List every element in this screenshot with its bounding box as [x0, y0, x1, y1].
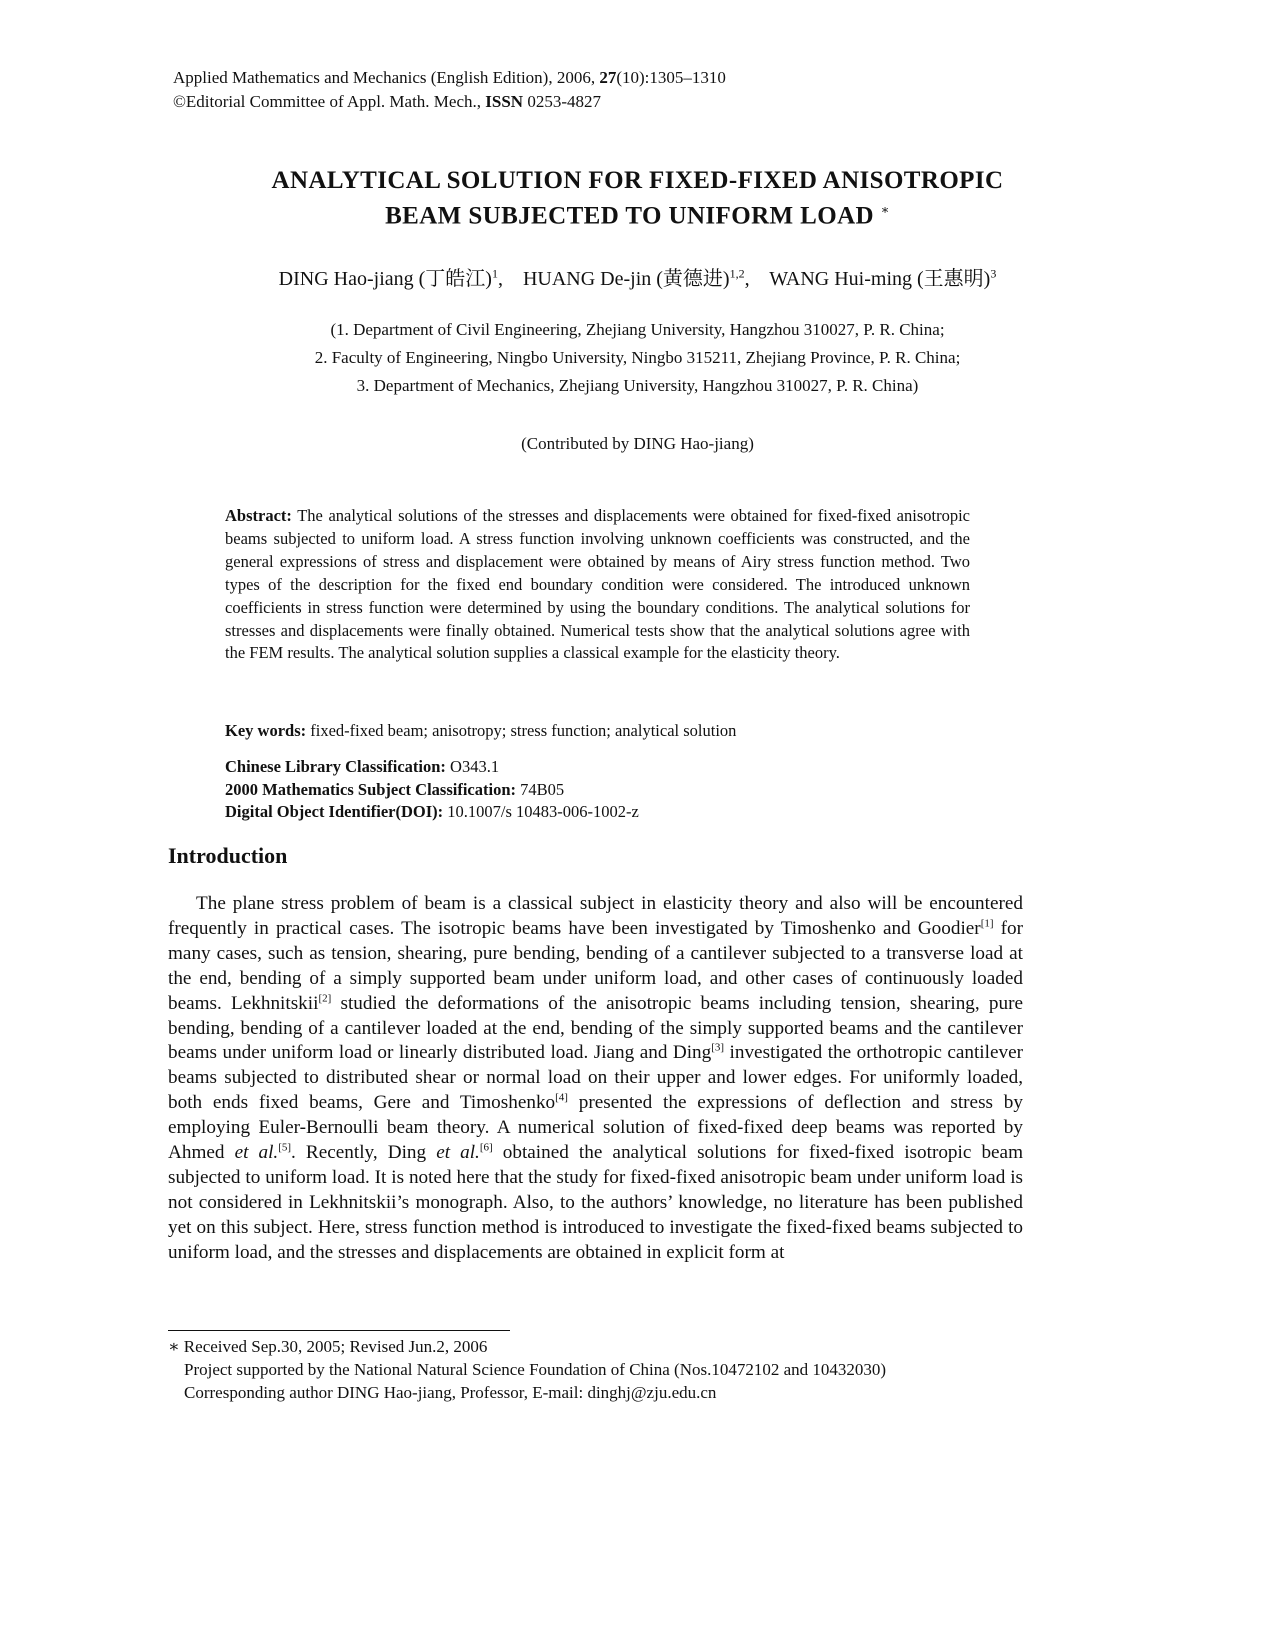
author: WANG Hui-ming (王惠明)$^3$: [769, 266, 997, 290]
keywords-text: fixed-fixed beam; anisotropy; stress function; analytical solution: [310, 721, 737, 740]
volume-number: 27: [599, 68, 617, 87]
journal-citation: Applied Mathematics and Mechanics (English Edition), 2006, 27(10):1305–1310: [173, 68, 726, 87]
citation-ref: [3]: [711, 1042, 725, 1055]
author-list: DING Hao-jiang (丁皓江)$^1$, HUANG De-jin (黄德进)$^{1,2}$, WANG Hui-ming (王惠明)$^3$: [278, 266, 997, 290]
footnote: [168, 1335, 886, 1404]
abstract: [225, 505, 970, 665]
affiliation: 3. Department of Mechanics, Zhejiang University, Hangzhou 310027, P. R. China): [356, 376, 919, 395]
clc-line: Chinese Library Classification: O343.1: [225, 757, 500, 776]
footnote-rule: [168, 1330, 510, 1331]
footnote-funding: Project supported by the National Natural Science Foundation of China (Nos.10472102 and 10432030): [184, 1360, 887, 1379]
journal-copyright: ©Editorial Committee of Appl. Math. Mech., ISSN 0253-4827: [173, 92, 601, 111]
section-heading: Introduction: [168, 843, 288, 868]
affiliation: (1. Department of Civil Engineering, Zhejiang University, Hangzhou 310027, P. R. China;: [330, 320, 945, 339]
citation-ref: [6]: [479, 1141, 493, 1154]
contributed-by: (Contributed by DING Hao-jiang): [521, 434, 754, 453]
introduction-paragraph: The plane stress problem of beam is a classical subject in elasticity theory and also will be encountered frequently in practical cases. The isotropic beams have been investigated by Timoshenko and Goodier[1] for many cases, such as tension, shearing, pure bending, bending of a cantilever subjected to a transverse load at the end, bending of a simply supported beam under uniform load, and other cases of continuously loaded beams. Lekhnitskii[2] studied the deformations of the anisotropic beams including tension, shearing, pure bending, bending of a cantilever loaded at the end, bending of the simply supported beams and the cantilever beams under uniform load or linearly distributed load. Jiang and Ding[3] investigated the orthotropic cantilever beams subjected to distributed shear or normal load on their upper and lower edges. For uniformly loaded, both ends fixed beams, Gere and Timoshenko[4] presented the expressions of deflection and stress by employing Euler-Bernoulli beam theory. A numerical solution of fixed-fixed deep beams was reported by Ahmed et al.[5]. Recently, Ding et al.[6] obtained the analytical solutions for fixed-fixed isotropic beam subjected to uniform load. It is noted here that the study for fixed-fixed anisotropic beam under uniform load is not considered in Lekhnitskii’s monograph. Also, to the authors’ knowledge, no literature has been published yet on this subject. Here, stress function method is introduced to investigate the fixed-fixed beams subjected to uniform load, and the stresses and displacements are obtained in explicit form at: [168, 893, 1023, 1263]
classification-block: [225, 756, 970, 824]
title-footnote-mark: ∗: [880, 202, 890, 217]
paper-title: [100, 166, 1175, 230]
footnote-corresponding: Corresponding author DING Hao-jiang, Professor, E-mail: dinghj@zju.edu.cn: [184, 1383, 717, 1402]
abstract-label: Abstract:: [225, 506, 292, 525]
abstract-text: The analytical solutions of the stresses and displacements were obtained for fixed-fixed anisotropic beams subjected to uniform load. A stress function involving unknown coefficients was constructed, and the general expressions of stress and displacement were obtained by means of Airy stress function method. Two types of the description for the fixed end boundary condition were considered. The introduced unknown coefficients in stress function were determined by using the boundary conditions. The analytical solutions for stresses and displacements were finally obtained. Numerical tests show that the analytical solutions agree with the FEM results. The analytical solution supplies a classical example for the elasticity theory.: [225, 506, 970, 663]
journal-header: [173, 66, 726, 114]
citation-ref: [1]: [980, 917, 994, 930]
affiliation: 2. Faculty of Engineering, Ningbo University, Ningbo 315211, Zhejiang Province, P. R. China;: [314, 348, 961, 367]
title-line-1: ANALYTICAL SOLUTION FOR FIXED-FIXED ANISOTROPIC: [271, 167, 1004, 194]
doi-line: Digital Object Identifier(DOI): 10.1007/s 10483-006-1002-z: [225, 802, 639, 822]
issn-label: ISSN: [485, 92, 524, 111]
citation-ref: [4]: [555, 1091, 568, 1104]
keywords: [225, 721, 970, 741]
citation-ref: [2]: [318, 992, 332, 1005]
footnote-received: ∗ Received Sep.30, 2005; Revised Jun.2, 2006: [168, 1337, 488, 1356]
msc-line: 2000 Mathematics Subject Classification: 74B05: [225, 779, 565, 799]
author: DING Hao-jiang (丁皓江)$^1$: [278, 266, 498, 290]
citation-ref: [5]: [278, 1141, 292, 1154]
title-line-2: BEAM SUBJECTED TO UNIFORM LOAD ∗: [385, 202, 890, 230]
author: HUANG De-jin (黄德进)$^{1,2}$: [522, 266, 745, 290]
keywords-label: Key words:: [225, 721, 307, 740]
